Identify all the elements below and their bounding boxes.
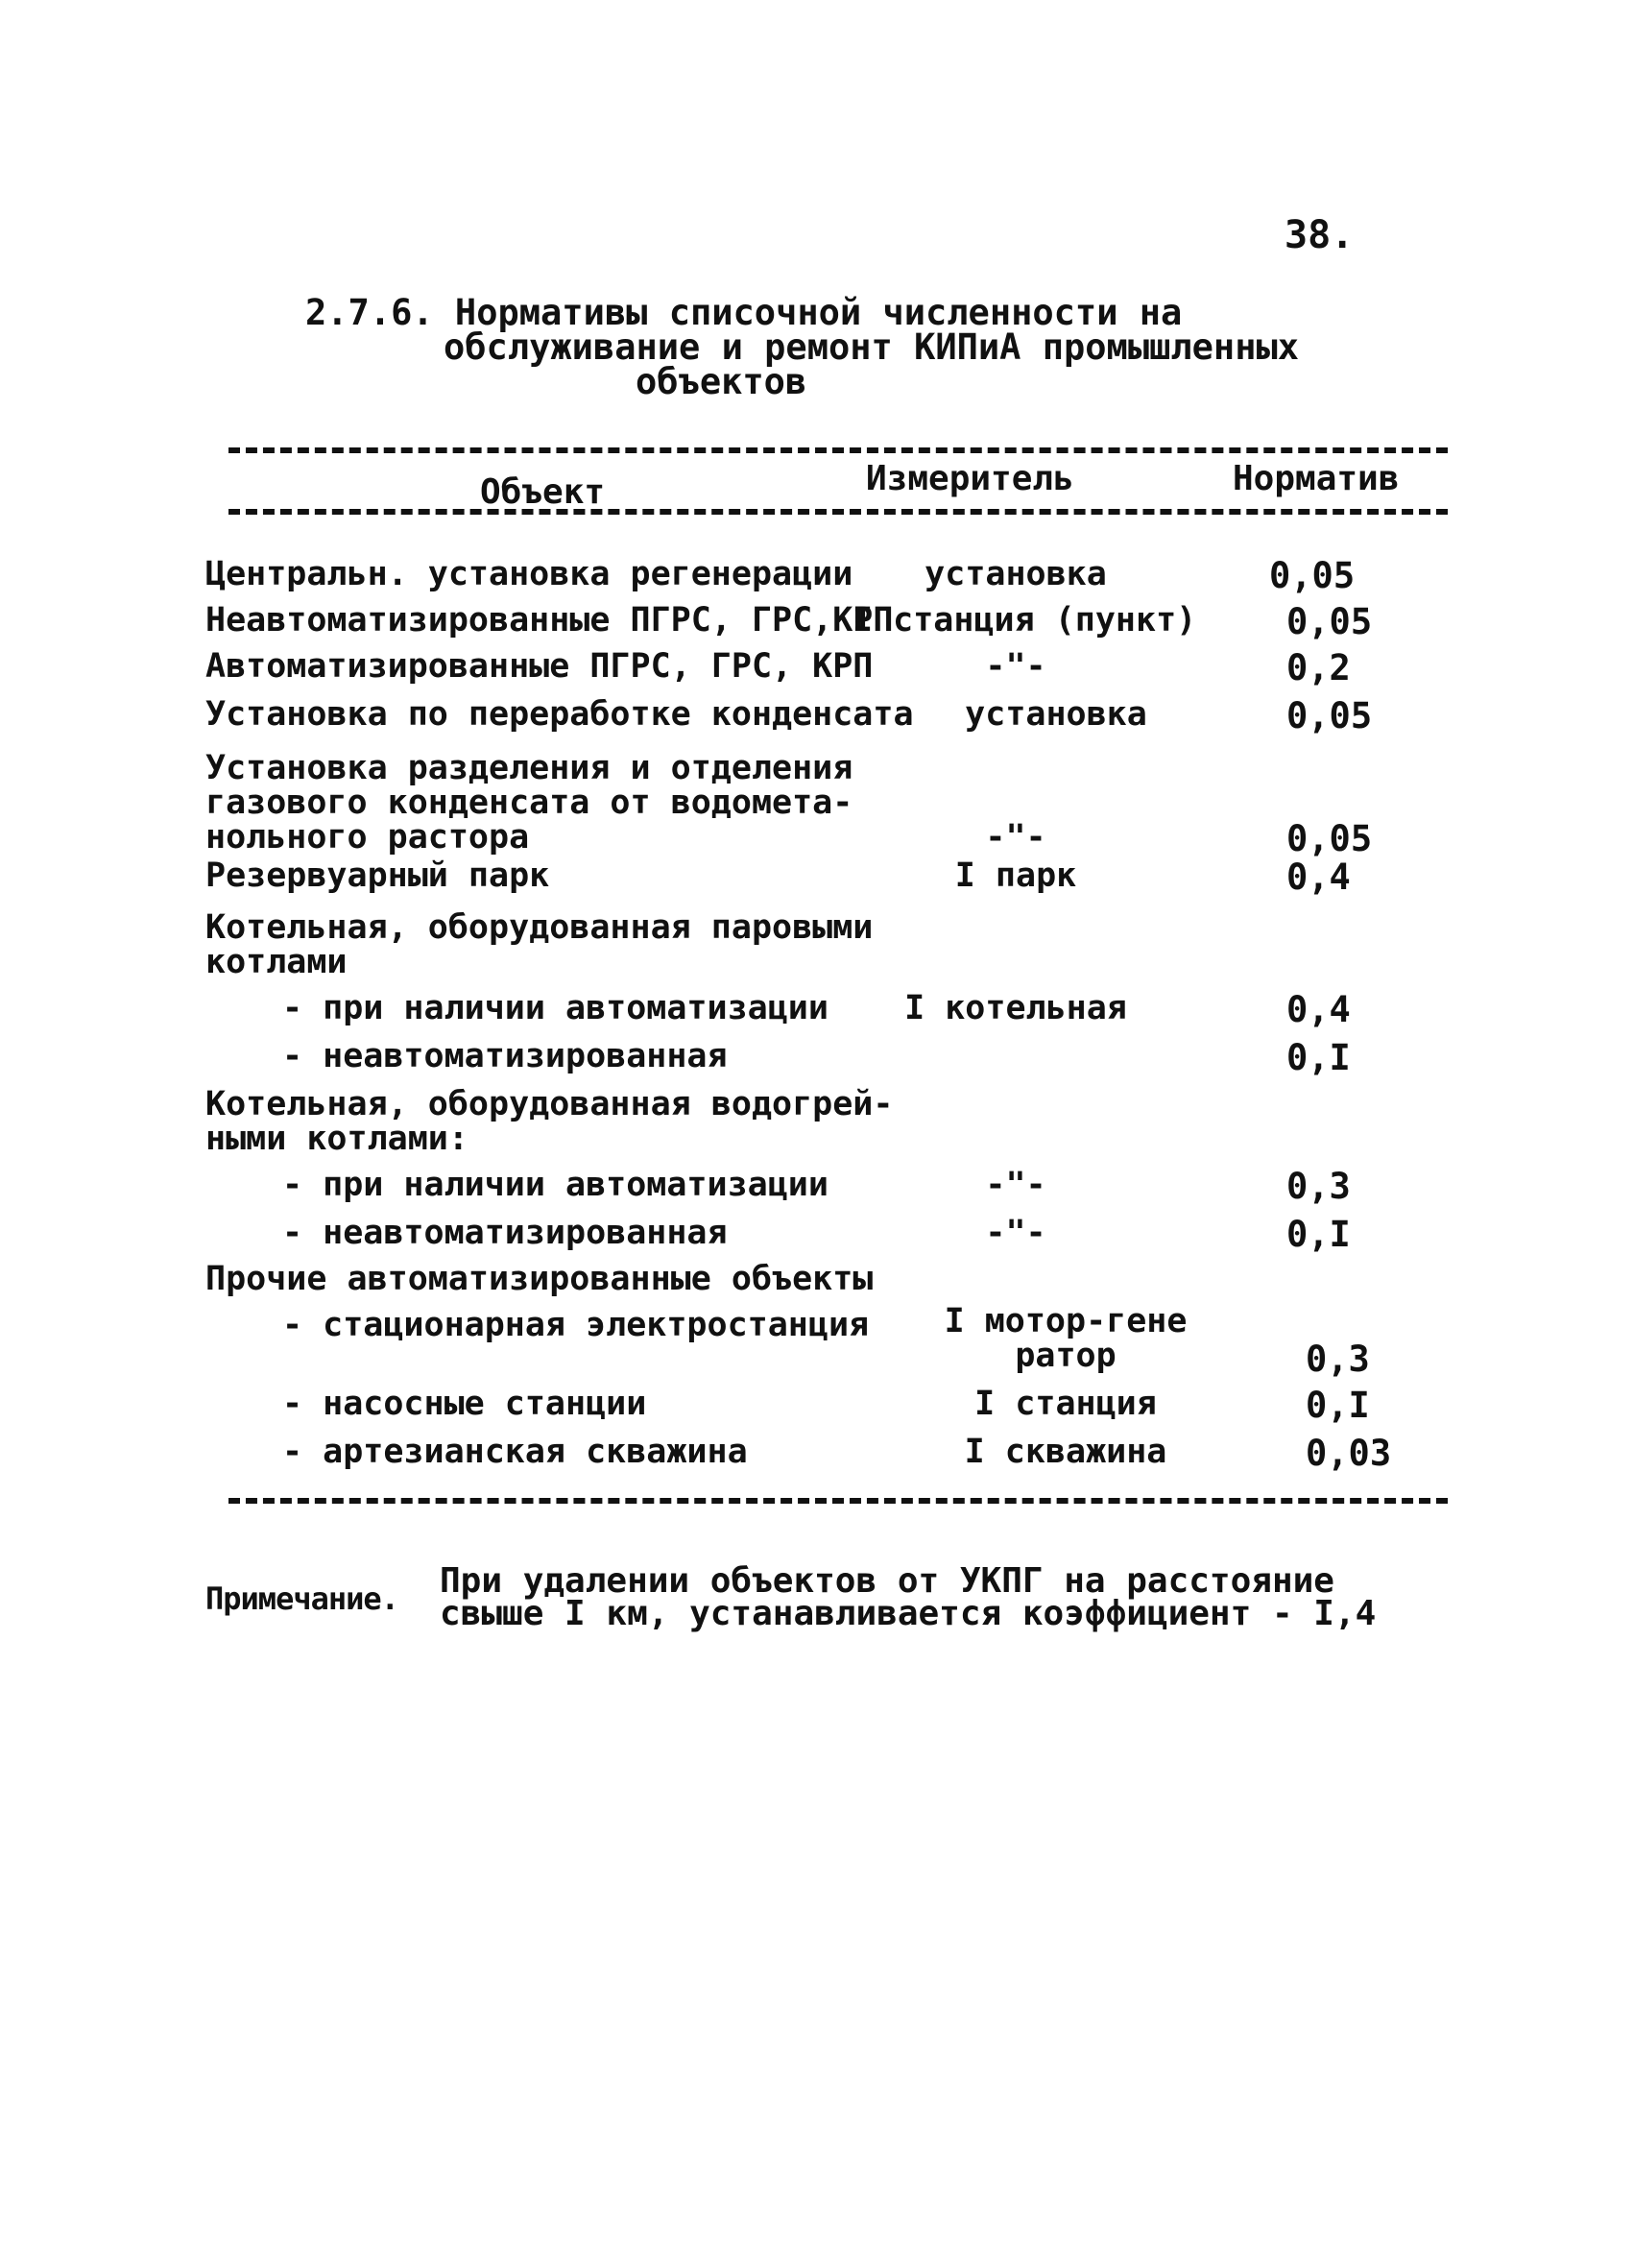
table-row-object: [282, 1435, 748, 1469]
table-row-object: [205, 751, 853, 855]
table-row-norm: 0,I: [1286, 1037, 1351, 1078]
table-row-unit: [902, 1304, 1229, 1373]
table-row-norm: 0,05: [1269, 555, 1356, 596]
table-row-norm: 0,03: [1306, 1433, 1392, 1474]
table-row-unit: [902, 1387, 1229, 1421]
table-row-object: [282, 1216, 728, 1250]
table-row-unit: [853, 601, 1197, 639]
object-line: - стационарная электростанция: [282, 1306, 870, 1344]
table-row-norm: 0,3: [1306, 1339, 1370, 1380]
table-row-object: [205, 1262, 873, 1296]
table-row-norm: 0,I: [1286, 1214, 1351, 1255]
table-top-rule: [228, 447, 1448, 453]
table-row-norm: 0,05: [1286, 695, 1373, 736]
table-row-object: [282, 1308, 869, 1342]
object-line: ными котлами:: [205, 1120, 468, 1158]
unit-line: установка: [965, 695, 1147, 734]
object-line: - при наличии автоматизации: [282, 989, 829, 1027]
table-row-norm: 0,05: [1286, 818, 1373, 859]
table-bottom-rule: [228, 1498, 1448, 1504]
header-norm: Норматив: [1233, 459, 1400, 498]
table-row-unit: [853, 820, 1179, 855]
table-header-rule: [228, 509, 1448, 515]
title-line-1: 2.7.6. Нормативы списочной численности на: [305, 292, 1183, 333]
table-row-unit: [853, 649, 1179, 684]
object-line: котлами: [205, 943, 348, 981]
table-row-norm: 0,4: [1286, 989, 1351, 1030]
note-text: [440, 1561, 1377, 1633]
table-row-object: [205, 649, 873, 684]
table-row-unit: [853, 1216, 1179, 1250]
table-row-unit: [853, 1168, 1179, 1202]
table-row-unit: [853, 858, 1179, 893]
unit-line: -"-: [985, 818, 1046, 857]
object-line: Центральн. установка регенерации: [205, 555, 853, 593]
table-row-norm: 0,I: [1306, 1385, 1370, 1426]
table-row-object: [205, 697, 914, 732]
note-line-2: свыше I км, устанавливается коэффициент - I,4: [440, 1594, 1377, 1633]
object-line: Котельная, оборудованная паровыми: [205, 908, 874, 947]
object-line: Установка по переработке конденсата: [205, 695, 914, 734]
unit-line: I парк: [954, 857, 1077, 895]
table-row-object: [205, 557, 853, 591]
object-line: Котельная, оборудованная водогрей-: [205, 1085, 894, 1123]
table-row-object: [282, 1387, 646, 1421]
header-unit: Измеритель: [866, 459, 1074, 498]
object-line: нольного растора: [205, 818, 530, 857]
object-line: - насосные станции: [282, 1385, 647, 1423]
table-row-object: [282, 1039, 728, 1074]
unit-line: установка: [925, 555, 1107, 593]
table-row-norm: 0,05: [1286, 601, 1373, 642]
table-row-object: [205, 603, 893, 638]
object-line: - неавтоматизированная: [282, 1214, 728, 1252]
object-line: - артезианская скважина: [282, 1433, 748, 1471]
table-row-norm: 0,4: [1286, 857, 1351, 898]
unit-line: I скважина: [964, 1433, 1167, 1471]
table-row-unit: [893, 697, 1219, 732]
title-line-3: объектов: [636, 361, 807, 402]
unit-line: I станция: [974, 1385, 1157, 1423]
table-row-norm: 0,2: [1286, 647, 1351, 688]
unit-line: ратор: [1015, 1337, 1117, 1375]
object-line: - неавтоматизированная: [282, 1037, 728, 1075]
object-line: Установка разделения и отделения: [205, 749, 853, 787]
table-row-object: [205, 1087, 893, 1156]
unit-line: -"-: [985, 1214, 1046, 1252]
table-row-object: [205, 858, 549, 893]
table-row-unit: [853, 557, 1179, 591]
title-line-2: обслуживание и ремонт КИПиА промышленных: [444, 326, 1300, 368]
unit-line: -"-: [985, 1166, 1046, 1204]
header-object: Объект: [480, 472, 606, 512]
table-row-object: [282, 1168, 829, 1202]
note-label: Примечание.: [205, 1580, 398, 1617]
table-row-object: [205, 910, 873, 979]
object-line: Неавтоматизированные ПГРС, ГРС,КРП: [205, 601, 894, 639]
table-row-norm: 0,3: [1286, 1166, 1351, 1207]
object-line: Резервуарный парк: [205, 857, 550, 895]
object-line: Автоматизированные ПГРС, ГРС, КРП: [205, 647, 874, 686]
note-line-1: При удалении объектов от УКПГ на расстояние: [440, 1561, 1334, 1601]
page-number: 38.: [1285, 213, 1355, 257]
unit-line: I мотор-гене: [944, 1302, 1188, 1340]
object-line: Прочие автоматизированные объекты: [205, 1260, 874, 1298]
table-row-object: [282, 991, 829, 1025]
table-row-unit: [853, 991, 1179, 1025]
unit-line: I котельная: [904, 989, 1127, 1027]
unit-line: -"-: [985, 647, 1046, 686]
unit-line: I станция (пункт): [853, 601, 1197, 639]
table-row-unit: [902, 1435, 1229, 1469]
object-line: - при наличии автоматизации: [282, 1166, 829, 1204]
object-line: газового конденсата от водомета-: [205, 784, 853, 822]
